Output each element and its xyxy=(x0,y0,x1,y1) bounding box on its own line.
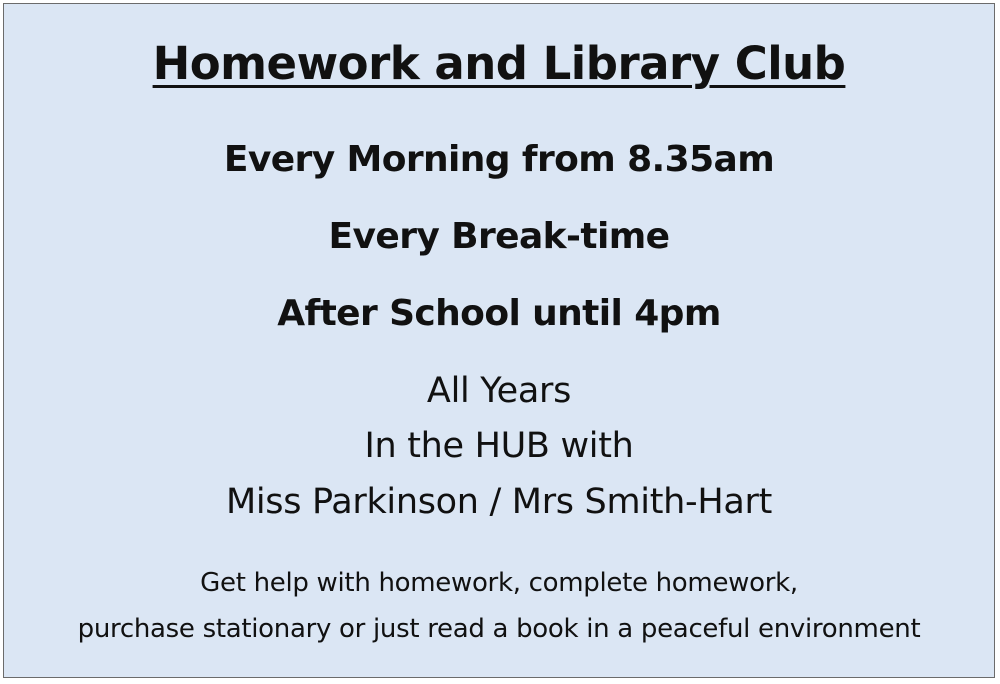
description-line-1: Get help with homework, complete homework, xyxy=(200,568,798,598)
detail-years: All Years xyxy=(426,371,572,411)
detail-staff: Miss Parkinson / Mrs Smith-Hart xyxy=(225,482,773,522)
time-morning: Every Morning from 8.35am xyxy=(223,139,775,180)
club-poster xyxy=(3,3,995,678)
time-after-school: After School until 4pm xyxy=(277,293,721,334)
detail-location: In the HUB with xyxy=(364,426,634,466)
poster-title-text: Homework and Library Club xyxy=(152,37,846,90)
description-line-2: purchase stationary or just read a book in a peaceful environment xyxy=(77,614,921,644)
poster-title xyxy=(4,37,994,90)
time-break: Every Break-time xyxy=(328,216,670,257)
